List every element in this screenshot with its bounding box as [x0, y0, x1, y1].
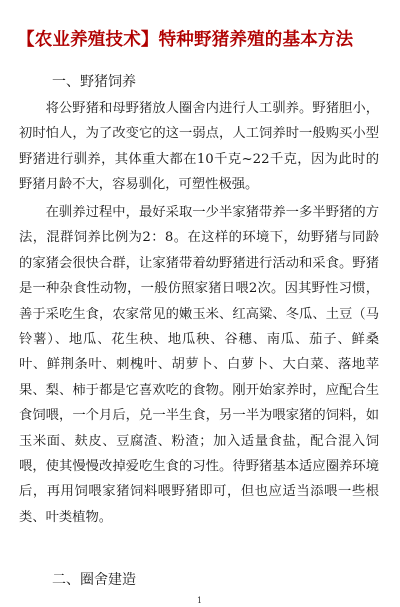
page-number: 1 [197, 596, 203, 605]
paragraph-taming-intro: 将公野猪和母野猪放人圈舍内进行人工驯养。野猪胆小，初时怕人，为了改变它的这一弱点，人工饲养时一般购买小型野猪进行驯养，其体重大都在10千克~22千克，因为此时的野猪月龄不大，容易驯化，可塑性极强。 [19, 101, 379, 193]
section-heading-pen-construction: 二、圈舍建造 [52, 572, 136, 588]
paragraph-feeding-method: 在驯养过程中，最好采取一少半家猪带养一多半野猪的方法，混群饲养比例为2：8。在这样的环境下，幼野猪与同龄的家猪会很快合群，让家猪带着幼野猪进行活动和采食。野猪是一种杂食性动物，一般仿照家猪日喂2次。因其野性习惯，善于采吃生食，农家常见的嫩玉米、红高粱、冬瓜、土豆（马铃薯）、地瓜、花生秧、地瓜秧、谷穗、南瓜、茄子、鲜桑叶、鲜荆条叶、刺槐叶、胡萝卜、白萝卜、大白菜、落地苹果、梨、柿于都是它喜欢吃的食物。刚开始家养时，应配合生食饲喂，一个月后，兑一半生食，另一半为喂家猪的饲料，如玉米面、麸皮、豆腐渣、粉渣；加入适量食盐，配合混入饲喂，使其慢慢改掉爱吃生食的习性。待野猪基本适应圈养环境后，再用饲喂家猪饲料喂野猪即可，但也应适当添喂一些根类、叶类植物。 [19, 205, 379, 525]
document-title: 【农业养殖技术】特种野猪养殖的基本方法 [17, 30, 354, 50]
section-heading-pig-feeding: 一、野猪饲养 [52, 74, 136, 90]
